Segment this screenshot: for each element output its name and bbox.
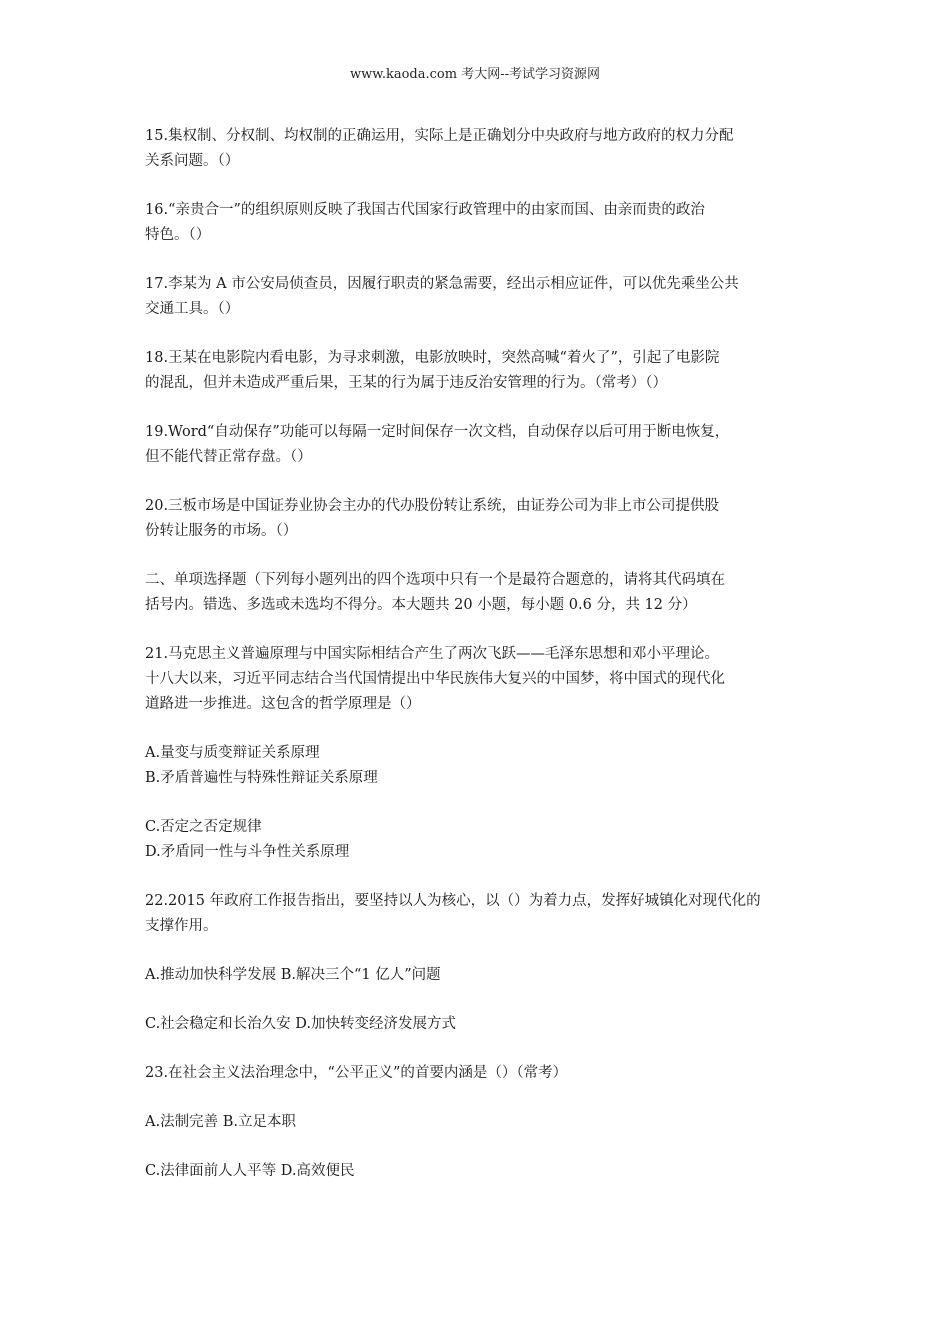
- question-18: [145, 346, 817, 396]
- option-a: A.量变与质变辩证关系原理: [145, 745, 320, 761]
- question-line: 19.Word“自动保存”功能可以每隔一定时间保存一次文档，自动保存以后可用于断电恢复，: [145, 424, 730, 440]
- option-line: C.社会稳定和长治久安 D.加快转变经济发展方式: [145, 1016, 457, 1032]
- question-23: [145, 1061, 817, 1086]
- question-21: [145, 642, 817, 717]
- question-22-options-cd: [145, 1012, 817, 1037]
- section-heading-single-choice: [145, 568, 817, 618]
- question-15: [145, 124, 817, 174]
- question-line: 的混乱，但并未造成严重后果，王某的行为属于违反治安管理的行为。（常考）（）: [145, 375, 667, 391]
- question-21-options-ab: [145, 741, 817, 791]
- question-19: [145, 420, 817, 470]
- question-line: 20.三板市场是中国证券业协会主办的代办股份转让系统，由证券公司为非上市公司提供股: [145, 498, 720, 514]
- question-21-options-cd: [145, 815, 817, 865]
- option-b: B.矛盾普遍性与特殊性辩证关系原理: [145, 770, 378, 786]
- question-line: 特色。（）: [145, 227, 211, 243]
- question-16: [145, 198, 817, 248]
- document-body: [145, 124, 817, 1208]
- question-line: 交通工具。（）: [145, 301, 240, 317]
- option-d: D.矛盾同一性与斗争性关系原理: [145, 844, 350, 860]
- question-line: 道路进一步推进。这包含的哲学原理是（）: [145, 696, 421, 712]
- option-line: A.推动加快科学发展 B.解决三个“1 亿人”问题: [145, 967, 441, 983]
- section-line: 二、单项选择题（下列每小题列出的四个选项中只有一个是最符合题意的，请将其代码填在: [145, 572, 725, 588]
- header-text: www.kaoda.com 考大网--考试学习资源网: [350, 67, 600, 82]
- question-line: 22.2015 年政府工作报告指出，要坚持以人为核心，以（）为着力点，发挥好城镇化对现代化的: [145, 893, 761, 909]
- question-line: 17.李某为 A 市公安局侦查员，因履行职责的紧急需要，经出示相应证件，可以优先乘坐公共: [145, 276, 739, 292]
- question-line: 16.“亲贵合一”的组织原则反映了我国古代国家行政管理中的由家而国、由亲而贵的政治: [145, 202, 705, 218]
- question-line: 关系问题。（）: [145, 153, 240, 169]
- question-23-options-ab: [145, 1110, 817, 1135]
- option-line: C.法律面前人人平等 D.高效便民: [145, 1163, 355, 1179]
- question-line: 21.马克思主义普遍原理与中国实际相结合产生了两次飞跃——毛泽东思想和邓小平理论。: [145, 646, 720, 662]
- page-header: [0, 66, 950, 84]
- question-line: 十八大以来，习近平同志结合当代国情提出中华民族伟大复兴的中国梦，将中国式的现代化: [145, 671, 725, 687]
- question-22-options-ab: [145, 963, 817, 988]
- question-line: 支撑作用。: [145, 918, 218, 934]
- question-line: 18.王某在电影院内看电影，为寻求刺激，电影放映时，突然高喊“着火了”，引起了电影院: [145, 350, 720, 366]
- question-line: 但不能代替正常存盘。（）: [145, 449, 312, 465]
- section-line: 括号内。错选、多选或未选均不得分。本大题共 20 小题，每小题 0.6 分，共 12 分）: [145, 597, 697, 613]
- option-c: C.否定之否定规律: [145, 819, 262, 835]
- question-22: [145, 889, 817, 939]
- question-20: [145, 494, 817, 544]
- question-17: [145, 272, 817, 322]
- question-23-options-cd: [145, 1159, 817, 1184]
- question-line: 23.在社会主义法治理念中，“公平正义”的首要内涵是（）（常考）: [145, 1065, 568, 1081]
- question-line: 份转让服务的市场。（）: [145, 523, 298, 539]
- option-line: A.法制完善 B.立足本职: [145, 1114, 296, 1130]
- question-line: 15.集权制、分权制、均权制的正确运用，实际上是正确划分中央政府与地方政府的权力分配: [145, 128, 734, 144]
